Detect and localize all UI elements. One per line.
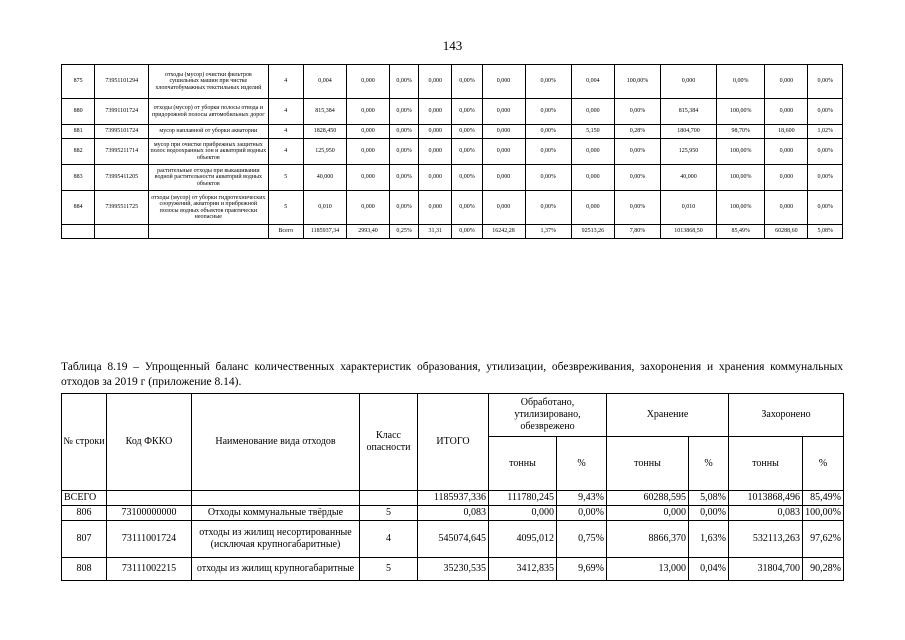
empty-cell xyxy=(62,225,95,239)
cell-no: 808 xyxy=(62,558,107,581)
cell-code: 73995411205 xyxy=(95,165,149,191)
header-burial-pct: % xyxy=(803,437,844,491)
table-row xyxy=(62,125,843,139)
total-p1: 0,25% xyxy=(390,225,419,239)
total-v4: 92513,26 xyxy=(571,225,614,239)
cell-v5: 815,384 xyxy=(661,99,717,125)
cell-no: 806 xyxy=(62,506,107,521)
cell-name: отходы из жилищ несортированные (исключая крупногабаритные) xyxy=(192,521,360,558)
header-burial: Захоронено xyxy=(729,394,844,437)
cell-st_p: 1,63% xyxy=(689,521,729,558)
cell-p6: 1,02% xyxy=(808,125,843,139)
cell-p1: 0,00% xyxy=(390,139,419,165)
cell-pr_p: 0,00% xyxy=(557,506,607,521)
total-p3: 1,37% xyxy=(525,225,571,239)
cell-p4: 0,28% xyxy=(614,125,660,139)
cell-p1: 0,00% xyxy=(390,165,419,191)
cell-v4: 0,000 xyxy=(571,99,614,125)
cell-v6: 0,000 xyxy=(765,191,808,225)
cell-p5: 100,00% xyxy=(717,191,765,225)
cell-p4: 0,00% xyxy=(614,99,660,125)
cell-p6: 0,00% xyxy=(808,65,843,99)
cell-st_t: 8866,370 xyxy=(607,521,689,558)
cell-p6: 0,00% xyxy=(808,165,843,191)
cell-name: Отходы коммунальные твёрдые xyxy=(192,506,360,521)
total-p6: 5,08% xyxy=(808,225,843,239)
header-storage-tons: тонны xyxy=(607,437,689,491)
cell-p2: 0,00% xyxy=(452,125,482,139)
page-number: 143 xyxy=(442,38,463,53)
cell-v4: 0,000 xyxy=(571,139,614,165)
cell-name: отходы из жилищ крупногабаритные xyxy=(192,558,360,581)
cell-p2: 0,00% xyxy=(452,99,482,125)
cell-p5: 98,70% xyxy=(717,125,765,139)
cell-bu_p: 97,62% xyxy=(803,521,844,558)
header-processed-pct: % xyxy=(557,437,607,491)
cell-v5: 0,000 xyxy=(661,65,717,99)
table-row xyxy=(62,65,843,99)
table-row xyxy=(62,165,843,191)
cell-bu_t: 1013868,496 xyxy=(729,491,803,506)
cell-p3: 0,00% xyxy=(525,165,571,191)
cell-p2: 0,00% xyxy=(452,65,482,99)
cell-hazard: 5 xyxy=(360,558,418,581)
cell-bu_t: 532113,263 xyxy=(729,521,803,558)
cell-v3: 0,000 xyxy=(482,99,525,125)
table-row xyxy=(62,139,843,165)
cell-no: 884 xyxy=(62,191,95,225)
cell-p3: 0,00% xyxy=(525,65,571,99)
cell-v2: 0,000 xyxy=(419,65,452,99)
cell-no: 883 xyxy=(62,165,95,191)
total-p4: 7,80% xyxy=(614,225,660,239)
cell-code: 73951101294 xyxy=(95,65,149,99)
cell-v3: 0,000 xyxy=(482,191,525,225)
cell-code: 73995211714 xyxy=(95,139,149,165)
waste-table-continuation xyxy=(61,64,843,239)
cell-code: 73991101724 xyxy=(95,99,149,125)
cell-bu_t: 31804,700 xyxy=(729,558,803,581)
cell-v1: 0,000 xyxy=(347,191,390,225)
cell-p3: 0,00% xyxy=(525,99,571,125)
cell-p1: 0,00% xyxy=(390,191,419,225)
cell-hazard: 4 xyxy=(268,99,304,125)
cell-v3: 0,000 xyxy=(482,65,525,99)
cell-p3: 0,00% xyxy=(525,139,571,165)
cell-code: 73111001724 xyxy=(107,521,192,558)
cell-total: 0,010 xyxy=(304,191,347,225)
cell-total: 1185937,336 xyxy=(418,491,489,506)
cell-v4: 5,150 xyxy=(571,125,614,139)
total-v1: 2993,40 xyxy=(347,225,390,239)
cell-v1: 0,000 xyxy=(347,165,390,191)
cell-p6: 0,00% xyxy=(808,191,843,225)
cell-v1: 0,000 xyxy=(347,139,390,165)
cell-v6: 0,000 xyxy=(765,165,808,191)
total-v6: 60288,60 xyxy=(765,225,808,239)
cell-code: 73100000000 xyxy=(107,506,192,521)
cell-name: отходы (мусор) очистки фильтров сушильных машин при чистке хлопчатобумажных текстильных изделий xyxy=(149,65,268,99)
cell-v4: 0,000 xyxy=(571,191,614,225)
cell-p6: 0,00% xyxy=(808,139,843,165)
cell-p2: 0,00% xyxy=(452,165,482,191)
table-row xyxy=(62,558,844,581)
cell-code xyxy=(107,491,192,506)
table-row xyxy=(62,491,844,506)
cell-p5: 100,00% xyxy=(717,165,765,191)
cell-v2: 0,000 xyxy=(419,125,452,139)
cell-pr_p: 9,69% xyxy=(557,558,607,581)
cell-v1: 0,000 xyxy=(347,65,390,99)
header-row-1 xyxy=(62,394,844,437)
total-v2: 31,31 xyxy=(419,225,452,239)
cell-p2: 0,00% xyxy=(452,191,482,225)
cell-pr_t: 0,000 xyxy=(489,506,557,521)
cell-st_t: 60288,595 xyxy=(607,491,689,506)
total-v5: 1013868,50 xyxy=(661,225,717,239)
header-waste-name: Наименование вида отходов xyxy=(192,394,360,491)
cell-v5: 1804,700 xyxy=(661,125,717,139)
cell-total: 40,000 xyxy=(304,165,347,191)
cell-v6: 0,000 xyxy=(765,65,808,99)
cell-st_t: 13,000 xyxy=(607,558,689,581)
cell-v2: 0,000 xyxy=(419,139,452,165)
cell-code: 73111002215 xyxy=(107,558,192,581)
cell-p1: 0,00% xyxy=(390,65,419,99)
table-row xyxy=(62,521,844,558)
cell-v1: 0,000 xyxy=(347,125,390,139)
cell-p5: 100,00% xyxy=(717,99,765,125)
cell-no: 881 xyxy=(62,125,95,139)
cell-no: ВСЕГО xyxy=(62,491,107,506)
cell-p2: 0,00% xyxy=(452,139,482,165)
cell-name: растительные отходы при выкашивании водной растительности акваторий водных объектов xyxy=(149,165,268,191)
table-caption: Таблица 8.19 – Упрощенный баланс количественных характеристик образования, утилизации, обезвреживания, захоронения и хранения коммунальных отходов за 2019 г (приложение 8.14). xyxy=(61,361,843,388)
cell-bu_t: 0,083 xyxy=(729,506,803,521)
cell-v6: 0,000 xyxy=(765,99,808,125)
cell-pr_p: 9,43% xyxy=(557,491,607,506)
cell-pr_t: 111780,245 xyxy=(489,491,557,506)
cell-total: 0,083 xyxy=(418,506,489,521)
header-processed: Обработано, утилизировано, обезврежено xyxy=(489,394,607,437)
empty-cell xyxy=(95,225,149,239)
cell-no: 807 xyxy=(62,521,107,558)
cell-total: 0,004 xyxy=(304,65,347,99)
total-p2: 0,00% xyxy=(452,225,482,239)
table-row xyxy=(62,99,843,125)
empty-cell xyxy=(149,225,268,239)
cell-p4: 0,00% xyxy=(614,191,660,225)
cell-p5: 0,00% xyxy=(717,65,765,99)
cell-pr_p: 0,75% xyxy=(557,521,607,558)
total-total: 1185937,34 xyxy=(304,225,347,239)
cell-p4: 0,00% xyxy=(614,139,660,165)
cell-p4: 100,00% xyxy=(614,65,660,99)
cell-p3: 0,00% xyxy=(525,191,571,225)
cell-v2: 0,000 xyxy=(419,165,452,191)
cell-v1: 0,000 xyxy=(347,99,390,125)
cell-st_p: 0,04% xyxy=(689,558,729,581)
cell-v3: 0,000 xyxy=(482,139,525,165)
cell-hazard: 4 xyxy=(360,521,418,558)
cell-hazard: 4 xyxy=(268,65,304,99)
cell-name: отходы (мусор) от уборки полосы отвода и придорожной полосы автомобильных дорог xyxy=(149,99,268,125)
cell-no: 875 xyxy=(62,65,95,99)
cell-no: 880 xyxy=(62,99,95,125)
cell-hazard: 4 xyxy=(268,139,304,165)
cell-code: 73995101724 xyxy=(95,125,149,139)
header-row-number: № строки xyxy=(62,394,107,491)
cell-total: 1828,450 xyxy=(304,125,347,139)
cell-p1: 0,00% xyxy=(390,125,419,139)
cell-hazard: 5 xyxy=(268,165,304,191)
cell-bu_p: 85,49% xyxy=(803,491,844,506)
cell-v5: 125,950 xyxy=(661,139,717,165)
cell-code: 73995511725 xyxy=(95,191,149,225)
cell-v5: 0,010 xyxy=(661,191,717,225)
cell-name: мусор при очистке прибрежных защитных полос водоохранных зон и акваторий водных объектов xyxy=(149,139,268,165)
cell-hazard: 4 xyxy=(268,125,304,139)
header-storage: Хранение xyxy=(607,394,729,437)
cell-v2: 0,000 xyxy=(419,99,452,125)
cell-total: 815,384 xyxy=(304,99,347,125)
cell-p4: 0,00% xyxy=(614,165,660,191)
cell-v2: 0,000 xyxy=(419,191,452,225)
cell-total: 125,950 xyxy=(304,139,347,165)
cell-v6: 0,000 xyxy=(765,139,808,165)
cell-p3: 0,00% xyxy=(525,125,571,139)
cell-pr_t: 3412,835 xyxy=(489,558,557,581)
header-burial-tons: тонны xyxy=(729,437,803,491)
cell-bu_p: 100,00% xyxy=(803,506,844,521)
cell-total: 545074,645 xyxy=(418,521,489,558)
cell-v5: 40,000 xyxy=(661,165,717,191)
cell-v4: 0,004 xyxy=(571,65,614,99)
total-p5: 85,49% xyxy=(717,225,765,239)
total-v3: 16242,28 xyxy=(482,225,525,239)
cell-hazard: 5 xyxy=(268,191,304,225)
municipal-waste-balance-table xyxy=(61,393,844,581)
cell-v4: 0,000 xyxy=(571,165,614,191)
cell-hazard xyxy=(360,491,418,506)
cell-p1: 0,00% xyxy=(390,99,419,125)
header-storage-pct: % xyxy=(689,437,729,491)
cell-name: отходы (мусор) от уборки гидротехнических сооружений, акватории и прибрежной полосы водных объектов практически неопасные xyxy=(149,191,268,225)
header-hazard-class: Класс опасности xyxy=(360,394,418,491)
table-row xyxy=(62,506,844,521)
cell-bu_p: 90,28% xyxy=(803,558,844,581)
total-label: Всего xyxy=(268,225,304,239)
cell-pr_t: 4095,012 xyxy=(489,521,557,558)
cell-name: мусор наплавной от уборки акватории xyxy=(149,125,268,139)
cell-st_p: 5,08% xyxy=(689,491,729,506)
cell-p5: 100,00% xyxy=(717,139,765,165)
header-processed-tons: тонны xyxy=(489,437,557,491)
table-row xyxy=(62,191,843,225)
cell-total: 35230,535 xyxy=(418,558,489,581)
cell-st_p: 0,00% xyxy=(689,506,729,521)
cell-no: 882 xyxy=(62,139,95,165)
cell-st_t: 0,000 xyxy=(607,506,689,521)
cell-v6: 18,600 xyxy=(765,125,808,139)
header-total: ИТОГО xyxy=(418,394,489,491)
header-fkko-code: Код ФККО xyxy=(107,394,192,491)
cell-name xyxy=(192,491,360,506)
total-row xyxy=(62,225,843,239)
cell-hazard: 5 xyxy=(360,506,418,521)
cell-p6: 0,00% xyxy=(808,99,843,125)
cell-v3: 0,000 xyxy=(482,125,525,139)
cell-v3: 0,000 xyxy=(482,165,525,191)
